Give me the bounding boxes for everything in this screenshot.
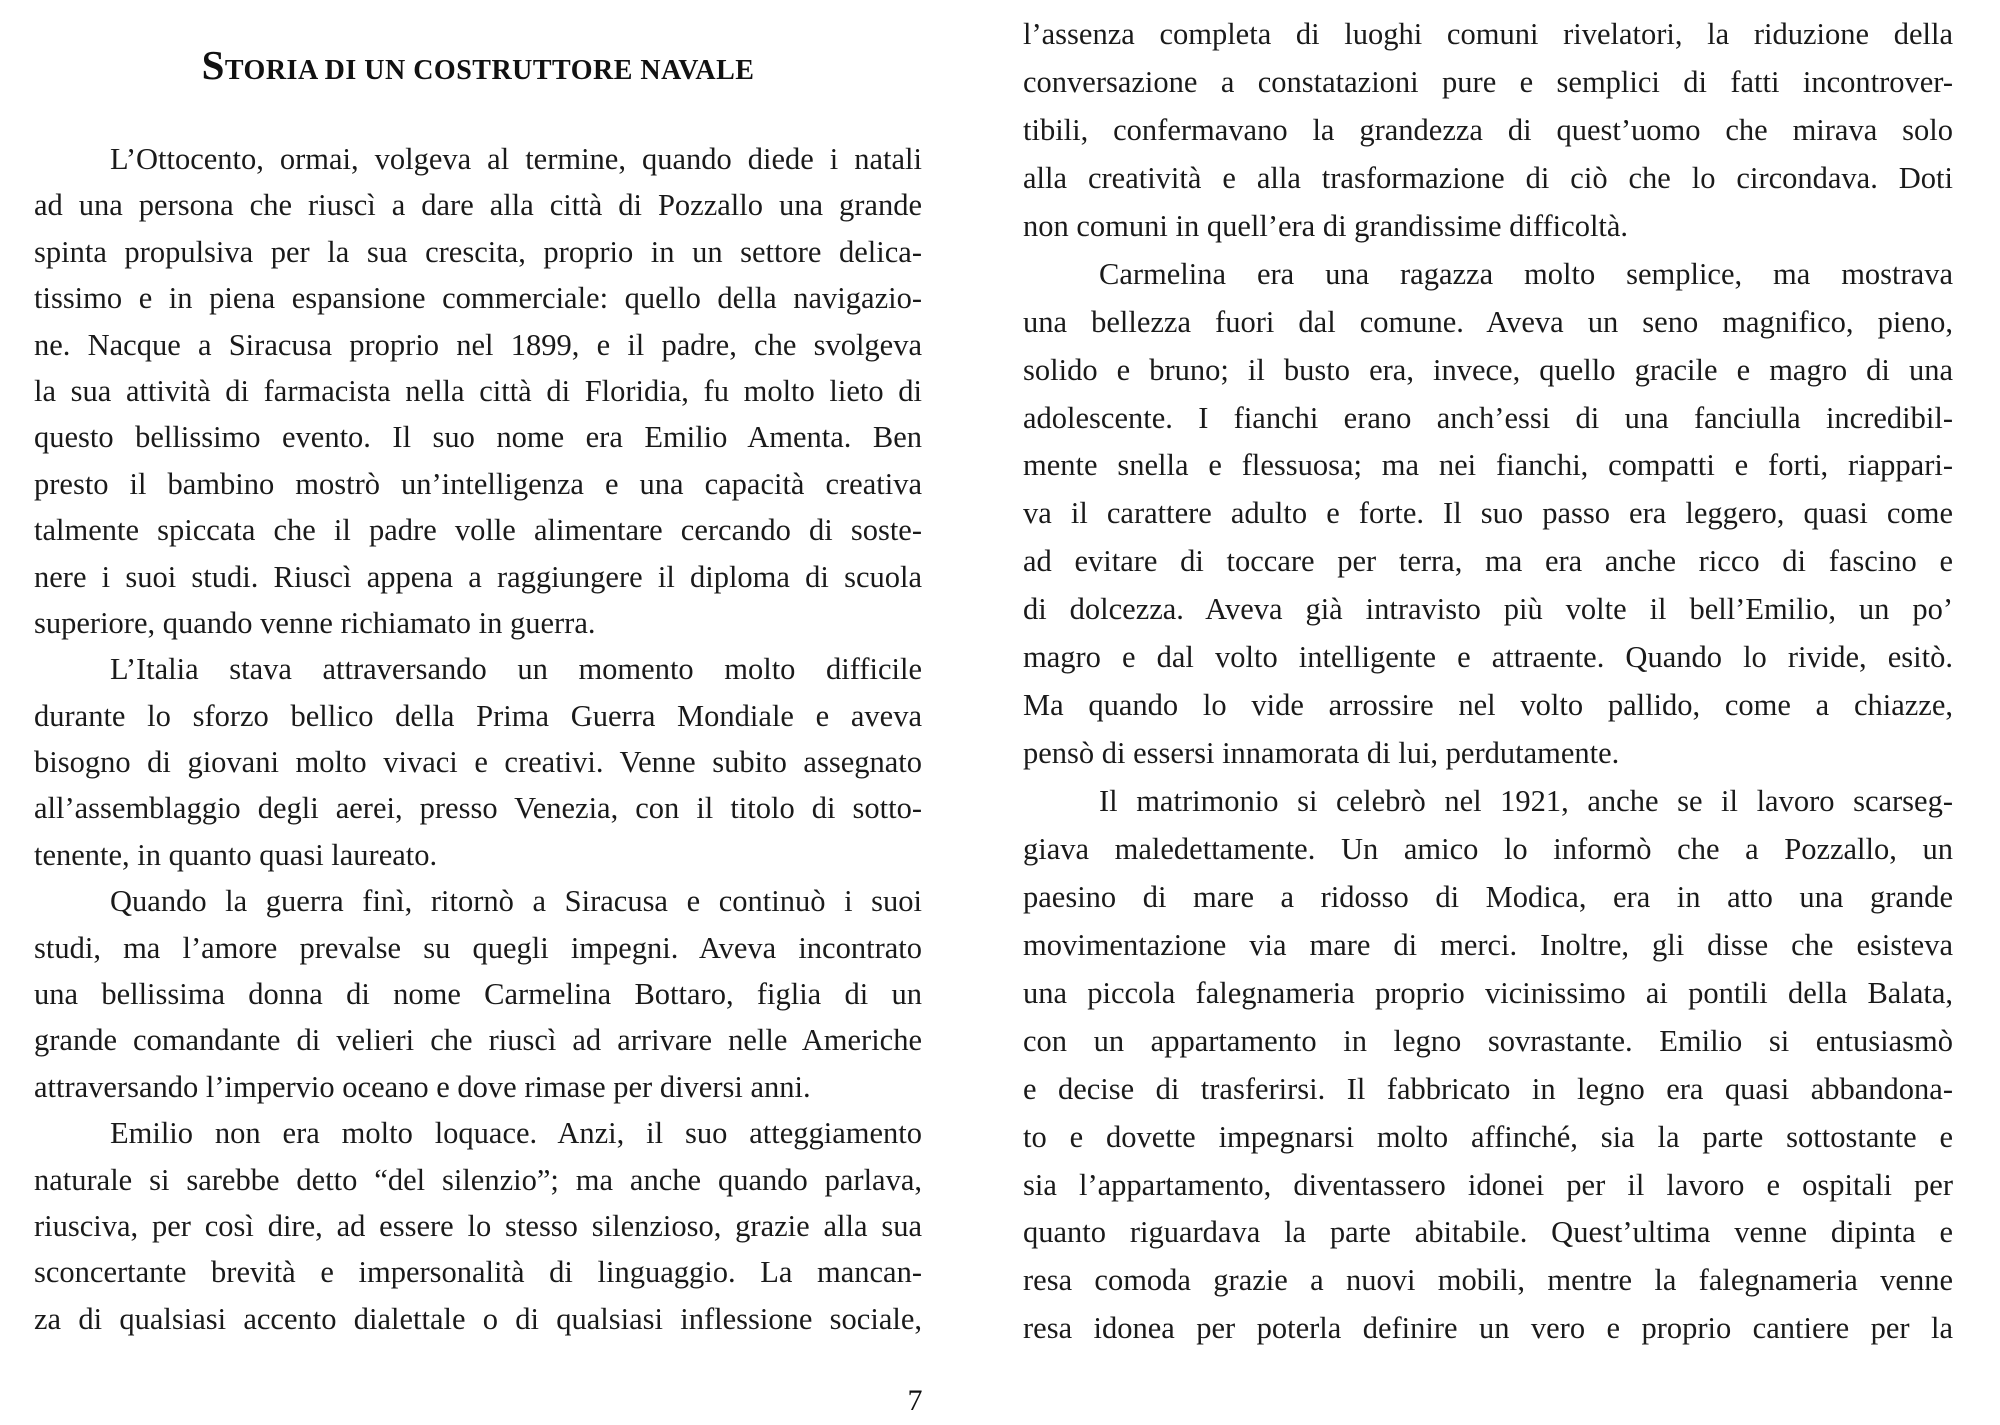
text-line: l’assenza completa di luoghi comuni rivelatori, la riduzione della [1023,17,1953,51]
paragraph [1023,251,1953,778]
text-line: tibili, confermavano la grandezza di quest’uomo che mirava solo [1023,112,1953,147]
text-line: solido e bruno; il busto era, invece, quello gracile e magro di una [1023,352,1953,387]
text-line: tenente, in quanto quasi laureato. [34,837,438,872]
text-line: di dolcezza. Aveva già intravisto più volte il bell’Emilio, un po’ [1023,592,1953,627]
text-line: ad una persona che riuscì a dare alla città di Pozzallo una grande [34,188,922,223]
chapter-title [34,41,922,95]
text-line: movimentazione via mare di merci. Inoltre, gli disse che esisteva [1023,927,1953,962]
paragraph [34,878,922,1110]
text-line: superiore, quando venne richiamato in guerra. [34,605,596,640]
text-line: quanto riguardava la parte abitabile. Quest’ultima venne dipinta e [1023,1215,1953,1250]
text-line: bisogno di giovani molto vivaci e creativi. Venne subito assegnato [34,745,922,780]
text-line: resa comoda grazie a nuovi mobili, mentre la falegnameria venne [1023,1263,1953,1298]
text-line: za di qualsiasi accento dialettale o di qualsiasi inflessione sociale, [34,1301,922,1336]
text-line: grande comandante di velieri che riuscì ad arrivare nelle Americhe [34,1023,922,1058]
text-line: ad evitare di toccare per terra, ma era anche ricco di fascino e [1023,544,1953,579]
text-line: una piccola falegnameria proprio vicinissimo ai pontili della Balata, [1023,975,1953,1010]
text-line: alla creatività e alla trasformazione di ciò che lo circondava. Doti [1023,160,1953,195]
text-line: presto il bambino mostrò un’intelligenza e una capacità creativa [34,466,922,501]
text-line: giava maledettamente. Un amico lo informò che a Pozzallo, un [1023,831,1953,866]
text-line: durante lo sforzo bellico della Prima Guerra Mondiale e aveva [34,698,922,733]
text-line: resa idonea per poterla definire un vero e proprio cantiere per la [1023,1311,1953,1346]
text-line: Ma quando lo vide arrossire nel volto pallido, come a chiazze, [1023,688,1953,723]
text-line: spinta propulsiva per la sua crescita, proprio in un settore delica- [34,234,922,269]
text-line: L’Ottocento, ormai, volgeva al termine, quando diede i natali [110,142,922,176]
paragraph [34,136,922,646]
text-line: nere i suoi studi. Riuscì appena a raggiungere il diploma di scuola [34,559,922,594]
chapter-title-initial: S [201,41,225,88]
left-page-text [34,136,922,1342]
text-line: paesino di mare a ridosso di Modica, era in atto una grande [1023,879,1953,914]
text-line: attraversando l’impervio oceano e dove rimase per diversi anni. [34,1069,811,1104]
text-line: all’assemblaggio degli aerei, presso Venezia, con il titolo di sotto- [34,791,922,826]
text-line: to e dovette impegnarsi molto affinché, sia la parte sottostante e [1023,1119,1953,1154]
text-line: Emilio non era molto loquace. Anzi, il suo atteggiamento [110,1116,922,1151]
text-line: riusciva, per così dire, ad essere lo stesso silenzioso, grazie alla sua [34,1208,922,1243]
text-line: adolescente. I fianchi erano anch’essi di una fanciulla incredibil- [1023,400,1953,435]
right-page-text [1023,11,1953,1353]
text-line: naturale si sarebbe detto “del silenzio”; ma anche quando parlava, [34,1162,922,1197]
chapter-title-rest: TORIA DI UN COSTRUTTORE NAVALE [224,54,755,86]
text-line: la sua attività di farmacista nella città di Floridia, fu molto lieto di [34,373,922,408]
text-line: mente snella e flessuosa; ma nei fianchi, compatti e forti, riappari- [1023,448,1953,483]
text-line: una bellissima donna di nome Carmelina Bottaro, figlia di un [34,977,922,1012]
text-line: sconcertante brevità e impersonalità di linguaggio. La mancan- [34,1255,922,1290]
text-line: studi, ma l’amore prevalse su quegli impegni. Aveva incontrato [34,930,922,965]
text-line: con un appartamento in legno sovrastante. Emilio si entusiasmò [1023,1023,1953,1058]
paragraph [34,646,922,878]
paragraph [1023,778,1953,1353]
text-line: magro e dal volto intelligente e attraente. Quando lo rivide, esitò. [1023,640,1953,675]
text-line: non comuni in quell’era di grandissime difficoltà. [1023,208,1629,243]
paragraph [1023,11,1953,251]
text-line: pensò di essersi innamorata di lui, perdutamente. [1023,736,1620,771]
text-line: L’Italia stava attraversando un momento molto difficile [110,652,922,687]
text-line: sia l’appartamento, diventassero idonei per il lavoro e ospitali per [1023,1167,1953,1202]
paragraph [34,1110,922,1342]
text-line: ne. Nacque a Siracusa proprio nel 1899, e il padre, che svolgeva [34,327,922,362]
text-line: tissimo e in piena espansione commerciale: quello della navigazio- [34,281,922,316]
text-line: Il matrimonio si celebrò nel 1921, anche se il lavoro scarseg- [1099,784,1953,818]
text-line: conversazione a constatazioni pure e semplici di fatti incontrover- [1023,64,1953,99]
text-line: e decise di trasferirsi. Il fabbricato in legno era quasi abbandona- [1023,1071,1953,1106]
text-line: Quando la guerra finì, ritornò a Siracusa e continuò i suoi [110,884,922,919]
text-line: questo bellissimo evento. Il suo nome era Emilio Amenta. Ben [34,420,922,455]
text-line: Carmelina era una ragazza molto semplice, ma mostrava [1099,256,1953,291]
page-number: 7 [907,1384,923,1417]
text-line: una bellezza fuori dal comune. Aveva un seno magnifico, pieno, [1023,304,1953,339]
text-line: talmente spiccata che il padre volle alimentare cercando di soste- [34,513,922,548]
text-line: va il carattere adulto e forte. Il suo passo era leggero, quasi come [1023,496,1953,531]
